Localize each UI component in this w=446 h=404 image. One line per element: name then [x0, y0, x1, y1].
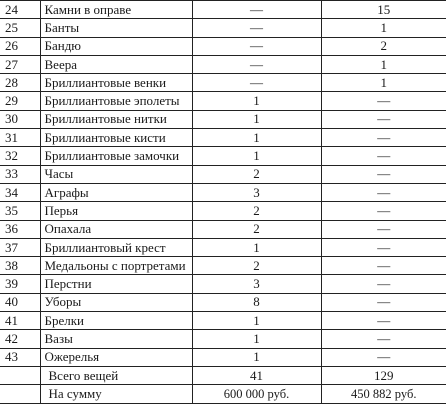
row-number: 41 — [0, 312, 40, 330]
item-count-b: — — [321, 92, 446, 110]
item-name: Часы — [40, 165, 192, 183]
row-number: 36 — [0, 220, 40, 238]
item-count-a: 2 — [192, 202, 321, 220]
item-count-b: — — [321, 183, 446, 201]
item-name: Аграфы — [40, 183, 192, 201]
row-number: 26 — [0, 37, 40, 55]
item-count-b: — — [321, 165, 446, 183]
item-name: Веера — [40, 55, 192, 73]
row-number: 34 — [0, 183, 40, 201]
item-name: Бриллиантовые замочки — [40, 147, 192, 165]
item-count-a: — — [192, 19, 321, 37]
item-name: Бандю — [40, 37, 192, 55]
item-count-b: — — [321, 147, 446, 165]
item-count-a: 3 — [192, 183, 321, 201]
item-count-b: 1 — [321, 19, 446, 37]
item-count-a: 1 — [192, 92, 321, 110]
row-number: 29 — [0, 92, 40, 110]
table-row — [0, 129, 446, 147]
table-row — [0, 92, 446, 110]
item-name: Камни в оправе — [40, 1, 192, 19]
item-name: Бриллиантовые венки — [40, 74, 192, 92]
item-count-a: — — [192, 55, 321, 73]
inventory-rows — [0, 1, 446, 367]
row-number: 24 — [0, 1, 40, 19]
row-number: 33 — [0, 165, 40, 183]
total-sum-row — [0, 385, 446, 404]
total-items-col-a: 41 — [192, 366, 321, 385]
table-row — [0, 1, 446, 19]
item-count-b: — — [321, 220, 446, 238]
item-count-a: 2 — [192, 165, 321, 183]
item-name: Бриллиантовый крест — [40, 238, 192, 256]
table-row — [0, 202, 446, 220]
total-sum-num-cell — [0, 385, 40, 404]
row-number: 35 — [0, 202, 40, 220]
item-count-b: 15 — [321, 1, 446, 19]
row-number: 42 — [0, 330, 40, 348]
row-number: 32 — [0, 147, 40, 165]
row-number: 27 — [0, 55, 40, 73]
item-count-a: 2 — [192, 257, 321, 275]
total-sum-col-a: 600 000 руб. — [192, 385, 321, 404]
item-count-a: — — [192, 74, 321, 92]
item-name: Перстни — [40, 275, 192, 293]
table-row — [0, 110, 446, 128]
item-count-b: — — [321, 330, 446, 348]
table-row — [0, 165, 446, 183]
row-number: 28 — [0, 74, 40, 92]
item-count-b: — — [321, 293, 446, 311]
item-name: Бриллиантовые эполеты — [40, 92, 192, 110]
item-count-a: — — [192, 1, 321, 19]
inventory-totals — [0, 366, 446, 403]
item-count-a: 8 — [192, 293, 321, 311]
item-name: Опахала — [40, 220, 192, 238]
row-number: 40 — [0, 293, 40, 311]
item-name: Бриллиантовые кисти — [40, 129, 192, 147]
table-row — [0, 147, 446, 165]
item-count-b: 2 — [321, 37, 446, 55]
item-count-a: 3 — [192, 275, 321, 293]
item-count-b: — — [321, 312, 446, 330]
item-count-b: — — [321, 238, 446, 256]
item-name: Бриллиантовые нитки — [40, 110, 192, 128]
total-sum-col-b: 450 882 руб. — [321, 385, 446, 404]
table-row — [0, 37, 446, 55]
row-number: 37 — [0, 238, 40, 256]
item-count-a: 1 — [192, 348, 321, 366]
item-count-b: — — [321, 348, 446, 366]
total-items-label: Всего вещей — [40, 366, 192, 385]
row-number: 43 — [0, 348, 40, 366]
total-items-row — [0, 366, 446, 385]
row-number: 31 — [0, 129, 40, 147]
item-count-a: 1 — [192, 312, 321, 330]
total-items-num-cell — [0, 366, 40, 385]
table-row — [0, 275, 446, 293]
row-number: 38 — [0, 257, 40, 275]
item-count-b: — — [321, 129, 446, 147]
item-count-a: 2 — [192, 220, 321, 238]
item-count-a: — — [192, 37, 321, 55]
item-count-b: — — [321, 110, 446, 128]
table-row — [0, 19, 446, 37]
item-name: Уборы — [40, 293, 192, 311]
table-row — [0, 55, 446, 73]
item-count-a: 1 — [192, 330, 321, 348]
table-row — [0, 220, 446, 238]
item-count-a: 1 — [192, 147, 321, 165]
item-count-a: 1 — [192, 110, 321, 128]
item-count-a: 1 — [192, 129, 321, 147]
table-row — [0, 330, 446, 348]
item-count-b: — — [321, 257, 446, 275]
total-sum-label: На сумму — [40, 385, 192, 404]
item-count-b: — — [321, 275, 446, 293]
row-number: 25 — [0, 19, 40, 37]
row-number: 30 — [0, 110, 40, 128]
total-items-col-b: 129 — [321, 366, 446, 385]
item-count-b: 1 — [321, 55, 446, 73]
table-row — [0, 312, 446, 330]
table-row — [0, 183, 446, 201]
item-name: Брелки — [40, 312, 192, 330]
item-name: Медальоны с портретами — [40, 257, 192, 275]
row-number: 39 — [0, 275, 40, 293]
table-row — [0, 348, 446, 366]
item-count-b: — — [321, 202, 446, 220]
table-row — [0, 238, 446, 256]
table-row — [0, 74, 446, 92]
item-name: Банты — [40, 19, 192, 37]
item-name: Перья — [40, 202, 192, 220]
item-name: Вазы — [40, 330, 192, 348]
item-name: Ожерелья — [40, 348, 192, 366]
item-count-b: 1 — [321, 74, 446, 92]
table-row — [0, 257, 446, 275]
item-count-a: 1 — [192, 238, 321, 256]
table-row — [0, 293, 446, 311]
